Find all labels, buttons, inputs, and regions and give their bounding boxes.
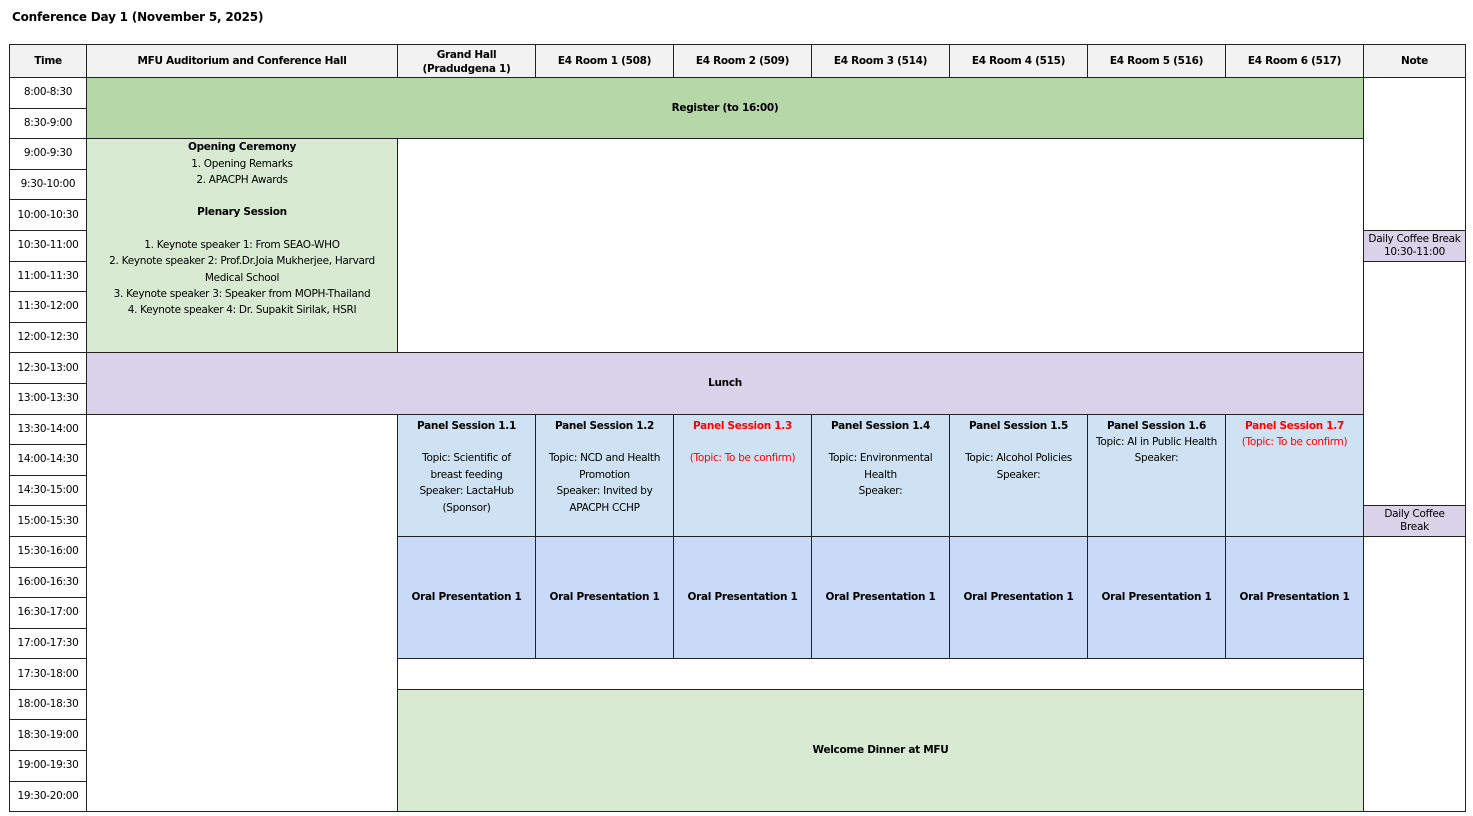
header-row bbox=[10, 45, 1466, 78]
header-e4-room-3: E4 Room 3 (514) bbox=[812, 45, 950, 78]
panel-line bbox=[950, 434, 1087, 450]
oral-presentation: Oral Presentation 1 bbox=[398, 536, 536, 658]
time-slot: 10:00-10:30 bbox=[10, 200, 87, 231]
panel-session-1-2 bbox=[536, 414, 674, 536]
time-slot: 19:30-20:00 bbox=[10, 781, 87, 812]
schedule-table bbox=[9, 44, 1466, 812]
panel-line: (Topic: To be confirm) bbox=[689, 452, 796, 465]
oral-presentation: Oral Presentation 1 bbox=[1088, 536, 1226, 658]
opening-ceremony-block bbox=[87, 139, 398, 353]
panel-title: Panel Session 1.1 bbox=[417, 419, 516, 432]
time-slot: 12:00-12:30 bbox=[10, 322, 87, 353]
time-slot: 15:30-16:00 bbox=[10, 536, 87, 567]
panel-session-1-7 bbox=[1226, 414, 1364, 536]
panel-line bbox=[812, 434, 949, 450]
panel-line: Topic: Environmental bbox=[828, 452, 933, 465]
panel-title: Panel Session 1.4 bbox=[831, 419, 930, 432]
time-slot: 17:30-18:00 bbox=[10, 659, 87, 690]
time-slot: 11:00-11:30 bbox=[10, 261, 87, 292]
panel-session-1-6 bbox=[1088, 414, 1226, 536]
time-slot: 16:00-16:30 bbox=[10, 567, 87, 598]
keynote-item: 1. Keynote speaker 1: From SEAO-WHO bbox=[144, 238, 340, 251]
panel-line: Speaker: LactaHub bbox=[419, 485, 514, 498]
opening-item: 2. APACPH Awards bbox=[196, 174, 288, 186]
keynote-item: 2. Keynote speaker 2: Prof.Dr.Joia Mukherjee, Harvard Medical School bbox=[109, 255, 375, 284]
panel-line bbox=[536, 434, 673, 450]
time-slot: 18:30-19:00 bbox=[10, 720, 87, 751]
time-slot: 16:30-17:00 bbox=[10, 598, 87, 629]
panel-line: (Sponsor) bbox=[442, 501, 491, 514]
header-e4-room-1: E4 Room 1 (508) bbox=[536, 45, 674, 78]
header-e4-room-6: E4 Room 6 (517) bbox=[1226, 45, 1364, 78]
time-slot: 18:00-18:30 bbox=[10, 689, 87, 720]
coffee-break-note bbox=[1364, 230, 1466, 261]
panel-line: Speaker: bbox=[858, 485, 903, 498]
opening-item: 1. Opening Remarks bbox=[191, 157, 293, 170]
time-slot: 13:00-13:30 bbox=[10, 383, 87, 414]
page-title: Conference Day 1 (November 5, 2025) bbox=[12, 10, 264, 24]
empty-morning-block bbox=[398, 139, 1364, 353]
oral-presentation: Oral Presentation 1 bbox=[1226, 536, 1364, 658]
panel-line: breast feeding bbox=[430, 468, 503, 481]
header-grand-hall bbox=[398, 45, 536, 78]
panel-session-1-3 bbox=[674, 414, 812, 536]
panel-line: Topic: AI in Public Health bbox=[1096, 435, 1217, 448]
panel-session-1-4 bbox=[812, 414, 950, 536]
header-time: Time bbox=[10, 45, 87, 78]
oral-presentation: Oral Presentation 1 bbox=[536, 536, 674, 658]
time-slot: 9:00-9:30 bbox=[10, 139, 87, 170]
empty-evening-gap bbox=[398, 659, 1364, 690]
empty-auditorium-afternoon bbox=[87, 414, 398, 812]
time-slot: 17:00-17:30 bbox=[10, 628, 87, 659]
panel-title: Panel Session 1.6 bbox=[1107, 419, 1206, 432]
panel-line: Topic: Alcohol Policies bbox=[965, 452, 1072, 465]
keynote-item: 3. Keynote speaker 3: Speaker from MOPH-Thailand bbox=[113, 288, 371, 301]
register-block: Register (to 16:00) bbox=[87, 78, 1364, 139]
panel-title: Panel Session 1.7 bbox=[1245, 419, 1344, 432]
oral-presentation: Oral Presentation 1 bbox=[812, 536, 950, 658]
panel-line: (Topic: To be confirm) bbox=[1241, 435, 1348, 448]
panel-line bbox=[398, 434, 535, 450]
panel-line: Speaker: bbox=[996, 468, 1041, 481]
lunch-block: Lunch bbox=[87, 353, 1364, 414]
panel-title: Panel Session 1.5 bbox=[969, 419, 1068, 432]
time-slot: 10:30-11:00 bbox=[10, 230, 87, 261]
panel-line: Topic: Scientific of bbox=[422, 452, 511, 465]
header-grand-hall-line1: Grand Hall bbox=[436, 49, 497, 61]
panel-session-1-1 bbox=[398, 414, 536, 536]
panel-title: Panel Session 1.3 bbox=[693, 419, 792, 432]
time-slot: 13:30-14:00 bbox=[10, 414, 87, 445]
panel-line: Speaker: Invited by bbox=[556, 485, 653, 498]
time-slot: 11:30-12:00 bbox=[10, 292, 87, 323]
coffee-break-label: Daily Coffee Break bbox=[1368, 232, 1461, 245]
time-slot: 12:30-13:00 bbox=[10, 353, 87, 384]
time-slot: 8:00-8:30 bbox=[10, 78, 87, 109]
time-slot: 9:30-10:00 bbox=[10, 169, 87, 200]
time-slot: 14:30-15:00 bbox=[10, 475, 87, 506]
time-slot: 19:00-19:30 bbox=[10, 751, 87, 782]
coffee-break-time: 10:30-11:00 bbox=[1383, 245, 1445, 258]
panel-line: Health bbox=[864, 468, 897, 481]
oral-presentation: Oral Presentation 1 bbox=[674, 536, 812, 658]
oral-presentation: Oral Presentation 1 bbox=[950, 536, 1088, 658]
coffee-break-note bbox=[1364, 506, 1466, 537]
panel-line bbox=[674, 434, 811, 450]
time-slot: 8:30-9:00 bbox=[10, 108, 87, 139]
note-empty bbox=[1364, 536, 1466, 811]
panel-title: Panel Session 1.2 bbox=[555, 419, 654, 432]
panel-line: Topic: NCD and Health bbox=[548, 452, 661, 465]
opening-title: Opening Ceremony bbox=[187, 141, 297, 154]
panel-line: Speaker: bbox=[1134, 452, 1179, 465]
note-empty bbox=[1364, 261, 1466, 506]
coffee-break-label-2: Break bbox=[1400, 521, 1429, 534]
header-e4-room-4: E4 Room 4 (515) bbox=[950, 45, 1088, 78]
header-auditorium: MFU Auditorium and Conference Hall bbox=[87, 45, 398, 78]
panel-line: APACPH CCHP bbox=[569, 501, 640, 514]
header-grand-hall-line2: (Pradudgena 1) bbox=[422, 63, 511, 75]
time-slot: 15:00-15:30 bbox=[10, 506, 87, 537]
keynote-item: 4. Keynote speaker 4: Dr. Supakit Sirilak, HSRI bbox=[127, 304, 357, 317]
note-empty bbox=[1364, 78, 1466, 231]
coffee-break-label: Daily Coffee bbox=[1384, 508, 1445, 521]
header-note: Note bbox=[1364, 45, 1466, 78]
panel-line: Promotion bbox=[579, 468, 630, 481]
time-slot: 14:00-14:30 bbox=[10, 445, 87, 476]
plenary-title: Plenary Session bbox=[197, 206, 287, 219]
header-e4-room-2: E4 Room 2 (509) bbox=[674, 45, 812, 78]
panel-session-1-5 bbox=[950, 414, 1088, 536]
welcome-dinner-block: Welcome Dinner at MFU bbox=[398, 689, 1364, 811]
header-e4-room-5: E4 Room 5 (516) bbox=[1088, 45, 1226, 78]
